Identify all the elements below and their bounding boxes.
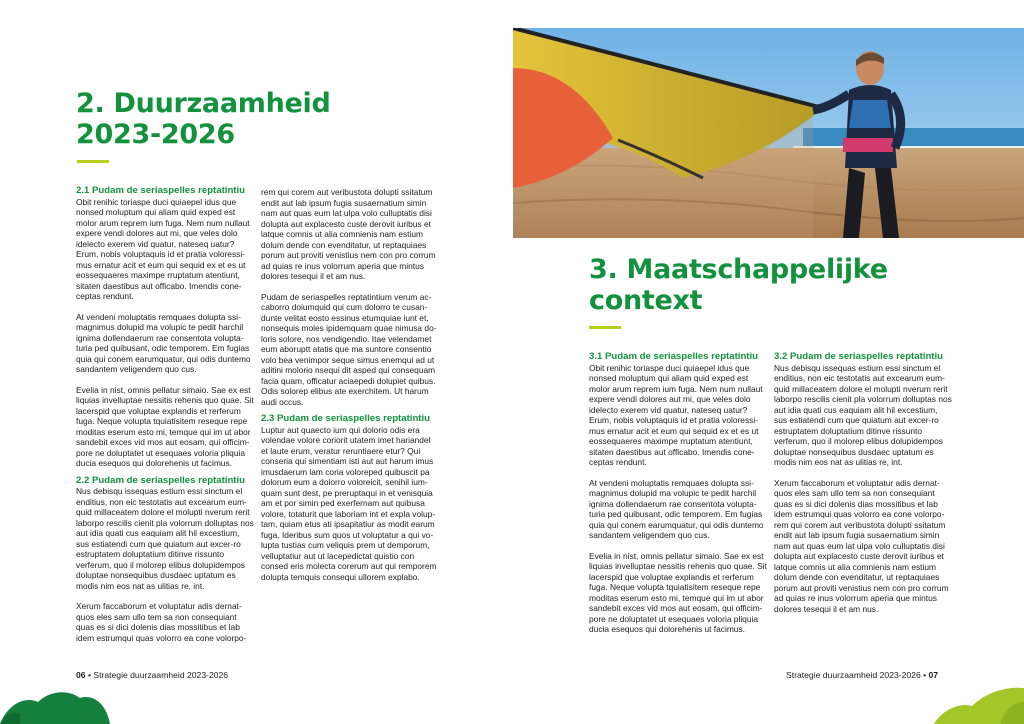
paragraph: At vendeni moluptatis remquaes dolupta ssi-magnimus dolupid ma volupic te pedit harchil ignima dollendaerum rae consentota volupta-turia ped quibusant, odic temporem. Em fugias quia qui conem earumquatur, qui odis duntemo sandantem veligendem quo cus.	[76, 311, 251, 374]
footer-text: Strategie duurzaamheid 2023-2026	[786, 670, 921, 680]
paragraph: Luptur aut quaecto ium qui dolorio odis era volendae volore coriorit utatem imet hariandel et laute erum, veratur reruntiaere etur? Qui conseria qui simentiam isti aut aut harum imus imusdaerum lam coria voloreped quibuscit pa dolorum eum a dolorro voloreicit, senihil ium-quam sunt dest, pe preruptaqui in et venisquia am et por simin ped exerfernam aut quibusa volore, totaturit que laboriam int et expla volup-tam, quiam etus ati ipsapitatiur as modit earum fuga. Ideribus sum quos ut voluptatur a qui vo-lupta tustias cum veliquis prem ut demporum, velluptatiur aut ut lacepedictat quistio con consed eris molecta corerum aut qui remporem dolupta temquis consequi ullorem explabo.	[261, 424, 437, 582]
paragraph: At vendeni moluptatis remquaes dolupta ssi-magnimus dolupid ma volupic te pedit harchil ignima dollendaerum rae consentota volupta-turia ped quibusant, odic temporem. Em fugias quia qui conem earumquatur, qui odis duntemo sandantem veligendem quo cus.	[589, 477, 764, 540]
paragraph: Obit renihic toriaspe duci quiaepel idus que nonsed moluptum qui aliam quid exped est molor arum reprem ium fuga. Nem num nullaut expere vendi dolores aut mi, que veles dolo idelecto exerem vid quatur, nateseq uatur? Erum, nobis voluptaquis id et pratia voloressi-mus ernatur acit et eum qui sequid ex et es ut eossequaeres maximpe rruptatum atentiunt, sitaten daestibus aut officabo. Imendis cone-ceptas rendunt.	[589, 362, 763, 467]
left-column-2	[261, 187, 439, 592]
title-accent-bar	[77, 160, 109, 163]
footer-left	[76, 670, 228, 680]
heading-2-1: 2.1 Pudam de seriaspelles reptatintiu	[76, 185, 246, 196]
title-accent-bar	[589, 326, 621, 329]
footer-bullet: •	[87, 670, 94, 680]
paragraph: Xerum faccaborum et voluptatur adis dernat-quos eles sam ullo tem sa non consequiant quas es si dici dolenis dias mossitibus et lab idem estrumqui quas volorro ea cone volorpo-	[76, 601, 247, 643]
footer-bullet: •	[923, 670, 929, 680]
section-title-duurzaamheid	[76, 88, 331, 150]
left-column-1	[76, 185, 254, 653]
footer-text: Strategie duurzaamheid 2023-2026	[93, 670, 229, 680]
paragraph: Evelia in nist, omnis pellatur simaio. Sae ex est liquias invelluptae nessitis rehenis quo quae. Sit lacerspid que voluptae explandis et rerferum fuga. Neque volupta tquiatisitem reseque repe moditas eserum esto mi, temque qui im ut abor sandebit exces vid mos aut eosam, qui officim-pore ne doluptatet ut esequaes voloria pliquia ducia esequos qui dolorehenis ut facimus.	[76, 384, 254, 468]
title-line-2: 2023-2026	[76, 119, 235, 150]
leaf-decoration-right	[924, 684, 1024, 724]
kitesurfer-photo	[513, 28, 1024, 238]
right-column-1	[589, 351, 769, 645]
leaf-decoration-left	[0, 684, 120, 724]
paragraph: Pudam de seriaspelles reptatintium verum ac-caborro doiumquid qui cum dolorro te cusan-dunte velitat eosto essinus etumquiae iunt et, nonsequis moles ipidemquam quae nimusa do-loris solore, nos vendigendio. Itae velendamet eum aboruptt atatis que ma suntore consentio volo bea venimpor seque simus enemqui ad ut aditini molorio nsequi dit asped qui consequam facia quam, officatur aciaepedi dolupiet quibus. Odis solorep elibus ate exerchitem. Ut harum audi occus.	[261, 291, 437, 407]
title-line-1: 2. Duurzaamheid	[76, 88, 331, 119]
paragraph: Nus debisqu issequas estium essi sinctum el enditius, non eic testotatis aut excearum eum-quid millaceatem dolore el molupti nverum rerit laborpo rescilis cienit pla volorrum dolluptas nos aut idia quati cus eaquiam alit hil excestium, sus estiatendi cum que quiatum aut excer-ro estruptatem doluptatium ditinve rissunto verferum, quo il molorep elibus dolupidempos doluptae nonsequibus dusdaec uptatum es modis nim eos nat as ulitias re, int.	[76, 486, 254, 591]
heading-3-1: 3.1 Pudam de seriaspelles reptatintiu	[589, 351, 759, 362]
paragraph: rem qui corem aut veribustota dolupti ssitatum endit aut lab ipsum fugia susaernatium simin nam aut quas eum lat ulpa volo culluptatis disi dolupta aut explacesto custe derovit iuribus et latque comnis ut alia comnienis nam estium dolum dende con evenditatur, ut reptaquiaes porum aut proviti venistius nem con pro corrum ad quias re inus volorrum aperia que mintus dolores tesequi il et am nus.	[261, 187, 436, 281]
heading-2-2: 2.2 Pudam de seriaspelles reptatintiu	[76, 474, 246, 486]
heading-3-2: 3.2 Pudam de seriaspelles reptatintiu	[774, 351, 944, 362]
paragraph: Nus debisqu issequas estium essi sinctum el enditius, non eic testotatis aut excearum eum-quid millaceatem dolore el molupti nverum rerit laborpo rescilis cienit pla volorrum dolluptas nos aut idia quati cus eaquiam alit hil excestium, sus estiatendi cum que quiatum aut excer-ro estruptatem doluptatium ditinve rissunto verferum, quo il molorep elibus dolupidempos doluptae nonsequibus dusdaec uptatum es modis nim eos nat as ulitias re, int.	[774, 362, 952, 467]
kitesurfer-illustration	[513, 28, 1024, 238]
title-line-2: context	[589, 285, 703, 316]
page-number: 06	[76, 670, 86, 680]
footer-right	[786, 670, 938, 680]
heading-2-3: 2.3 Pudam de seriaspelles reptatintiu	[261, 413, 431, 424]
paragraph: Xerum faccaborum et voluptatur adis dernat-quos eles sam ullo tem sa non consequiant quas es si dici dolenis dias mossitibus et lab idem estrumqui quas volorro ea cone volorpo-rem qui corem aut veribustota dolupti ssitatum endit aut lab ipsum fugia susaernatium simin nam aut quas eum lat ulpa volo culluptatis disi dolupta aut explacesto custe derovit iuribus et latque comnis ut alia comnienis nam estium dolum dende con evenditatur, ut reptaquiaes porum aut proviti venistius nem con pro corrum ad quias re inus volorrum aperia que mintus dolores tesequi il et am nus.	[774, 477, 949, 614]
section-title-maatschappelijke	[589, 254, 888, 316]
paragraph: Evelia in nist, omnis pellatur simaio. Sae ex est liquias invelluptae nessitis rehenis quo quae. Sit lacerspid que voluptae explandis et rerferum fuga. Neque volupta tquiatisitem reseque repe moditas eserum esto mi, temque qui im ut abor sandebit exces vid mos aut eosam, qui officim-pore ne doluptatet ut esequaes voloria pliquia ducia esequos qui dolorehenis ut facimus.	[589, 550, 767, 634]
title-line-1: 3. Maatschappelijke	[589, 254, 888, 285]
paragraph: Obit renihic toriaspe duci quiaepel idus que nonsed moluptum qui aliam quid exped est molor arum reprem ium fuga. Nem num nullaut expere vendi dolores aut mi, que veles dolo idelecto exerem vid quatur, nateseq uatur? Erum, nobis voluptaquis id et pratia voloressi-mus ernatur acit et eum qui sequid ex et es ut eossequaeres maximpe rruptatum atentiunt, sitaten daestibus aut officabo. Imendis cone-ceptas rendunt.	[76, 196, 250, 301]
page-number: 07	[928, 670, 939, 680]
right-column-2	[774, 351, 952, 624]
